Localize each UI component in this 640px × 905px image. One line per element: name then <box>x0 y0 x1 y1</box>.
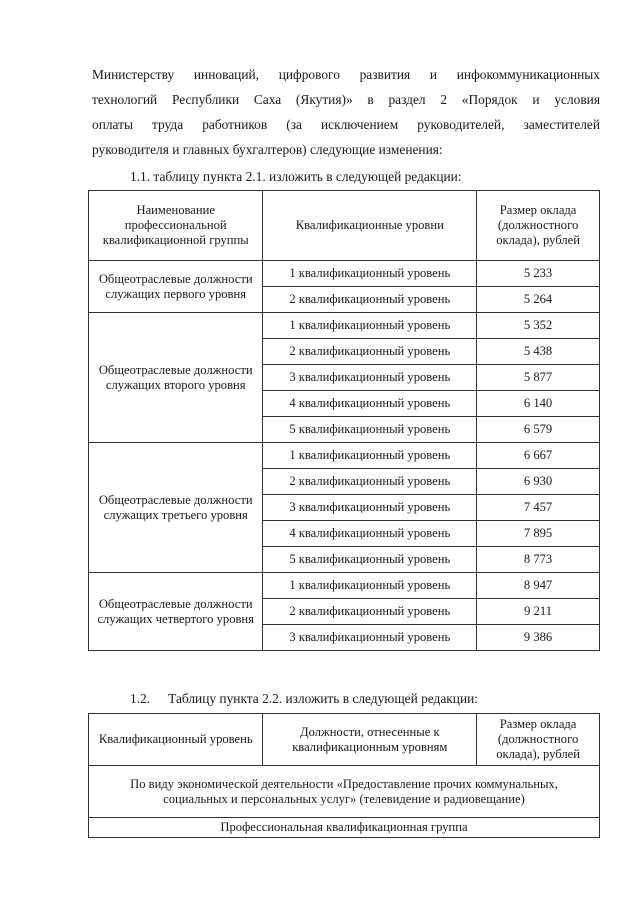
level-cell: 2 квалификационный уровень <box>263 339 477 365</box>
caption-table-2 <box>130 690 478 708</box>
level-cell: 1 квалификационный уровень <box>263 313 477 339</box>
group-name-cell: Общеотраслевые должности служащих третьего уровня <box>89 443 263 573</box>
intro-paragraph <box>92 62 600 162</box>
level-cell: 5 квалификационный уровень <box>263 547 477 573</box>
salary-cell: 5 877 <box>477 365 600 391</box>
caption-table-1: 1.1. таблицу пункта 2.1. изложить в следующей редакции: <box>130 169 462 184</box>
caption-text: Таблицу пункта 2.2. изложить в следующей редакции: <box>168 691 479 706</box>
level-cell: 2 квалификационный уровень <box>263 287 477 313</box>
table-header-row <box>89 714 600 766</box>
level-cell: 2 квалификационный уровень <box>263 599 477 625</box>
header-group-name: Наименование профессиональной квалификационной группы <box>89 191 263 261</box>
section-title: По виду экономической деятельности «Предоставление прочих коммунальных, социальных и персональных услуг» (телевидение и радиовещание) <box>89 766 600 818</box>
table-header-row <box>89 191 600 261</box>
intro-line: технологий Республики Саха (Якутия)» в раздел 2 «Порядок и условия <box>92 92 600 107</box>
salary-cell: 5 438 <box>477 339 600 365</box>
level-cell: 2 квалификационный уровень <box>263 469 477 495</box>
table-row <box>89 573 600 599</box>
salary-cell: 7 457 <box>477 495 600 521</box>
salary-cell: 5 264 <box>477 287 600 313</box>
header-qualification-level: Квалификационный уровень <box>89 714 263 766</box>
salary-cell: 6 579 <box>477 417 600 443</box>
level-cell: 4 квалификационный уровень <box>263 521 477 547</box>
salary-cell: 6 667 <box>477 443 600 469</box>
level-cell: 5 квалификационный уровень <box>263 417 477 443</box>
salary-cell: 9 211 <box>477 599 600 625</box>
salary-table-2-1 <box>88 190 600 651</box>
table-row <box>89 261 600 287</box>
salary-cell: 6 930 <box>477 469 600 495</box>
header-salary: Размер оклада (должностного оклада), рублей <box>477 191 600 261</box>
header-salary: Размер оклада (должностного оклада), рублей <box>477 714 600 766</box>
salary-cell: 7 895 <box>477 521 600 547</box>
caption-number: 1.2. <box>130 691 151 706</box>
section-row <box>89 766 600 818</box>
salary-cell: 5 352 <box>477 313 600 339</box>
level-cell: 1 квалификационный уровень <box>263 443 477 469</box>
level-cell: 3 квалификационный уровень <box>263 625 477 651</box>
table-row <box>89 313 600 339</box>
salary-cell: 6 140 <box>477 391 600 417</box>
group-name-cell: Общеотраслевые должности служащих второго уровня <box>89 313 263 443</box>
salary-cell: 8 773 <box>477 547 600 573</box>
level-cell: 1 квалификационный уровень <box>263 573 477 599</box>
header-positions: Должности, отнесенные к квалификационным уровням <box>263 714 477 766</box>
intro-line: оплаты труда работников (за исключением руководителей, заместителей <box>92 117 600 132</box>
intro-line: руководителя и главных бухгалтеров) следующие изменения: <box>92 142 443 157</box>
group-name-cell: Общеотраслевые должности служащих четвертого уровня <box>89 573 263 651</box>
level-cell: 3 квалификационный уровень <box>263 495 477 521</box>
level-cell: 4 квалификационный уровень <box>263 391 477 417</box>
header-level: Квалификационные уровни <box>263 191 477 261</box>
subsection-title: Профессиональная квалификационная группа <box>89 818 600 838</box>
salary-cell: 9 386 <box>477 625 600 651</box>
level-cell: 3 квалификационный уровень <box>263 365 477 391</box>
salary-table-2-2 <box>88 713 600 838</box>
subsection-row <box>89 818 600 838</box>
intro-line: Министерству инноваций, цифрового развития и инфокоммуникационных <box>92 67 600 82</box>
level-cell: 1 квалификационный уровень <box>263 261 477 287</box>
group-name-cell: Общеотраслевые должности служащих первого уровня <box>89 261 263 313</box>
salary-cell: 5 233 <box>477 261 600 287</box>
salary-cell: 8 947 <box>477 573 600 599</box>
table-row <box>89 443 600 469</box>
